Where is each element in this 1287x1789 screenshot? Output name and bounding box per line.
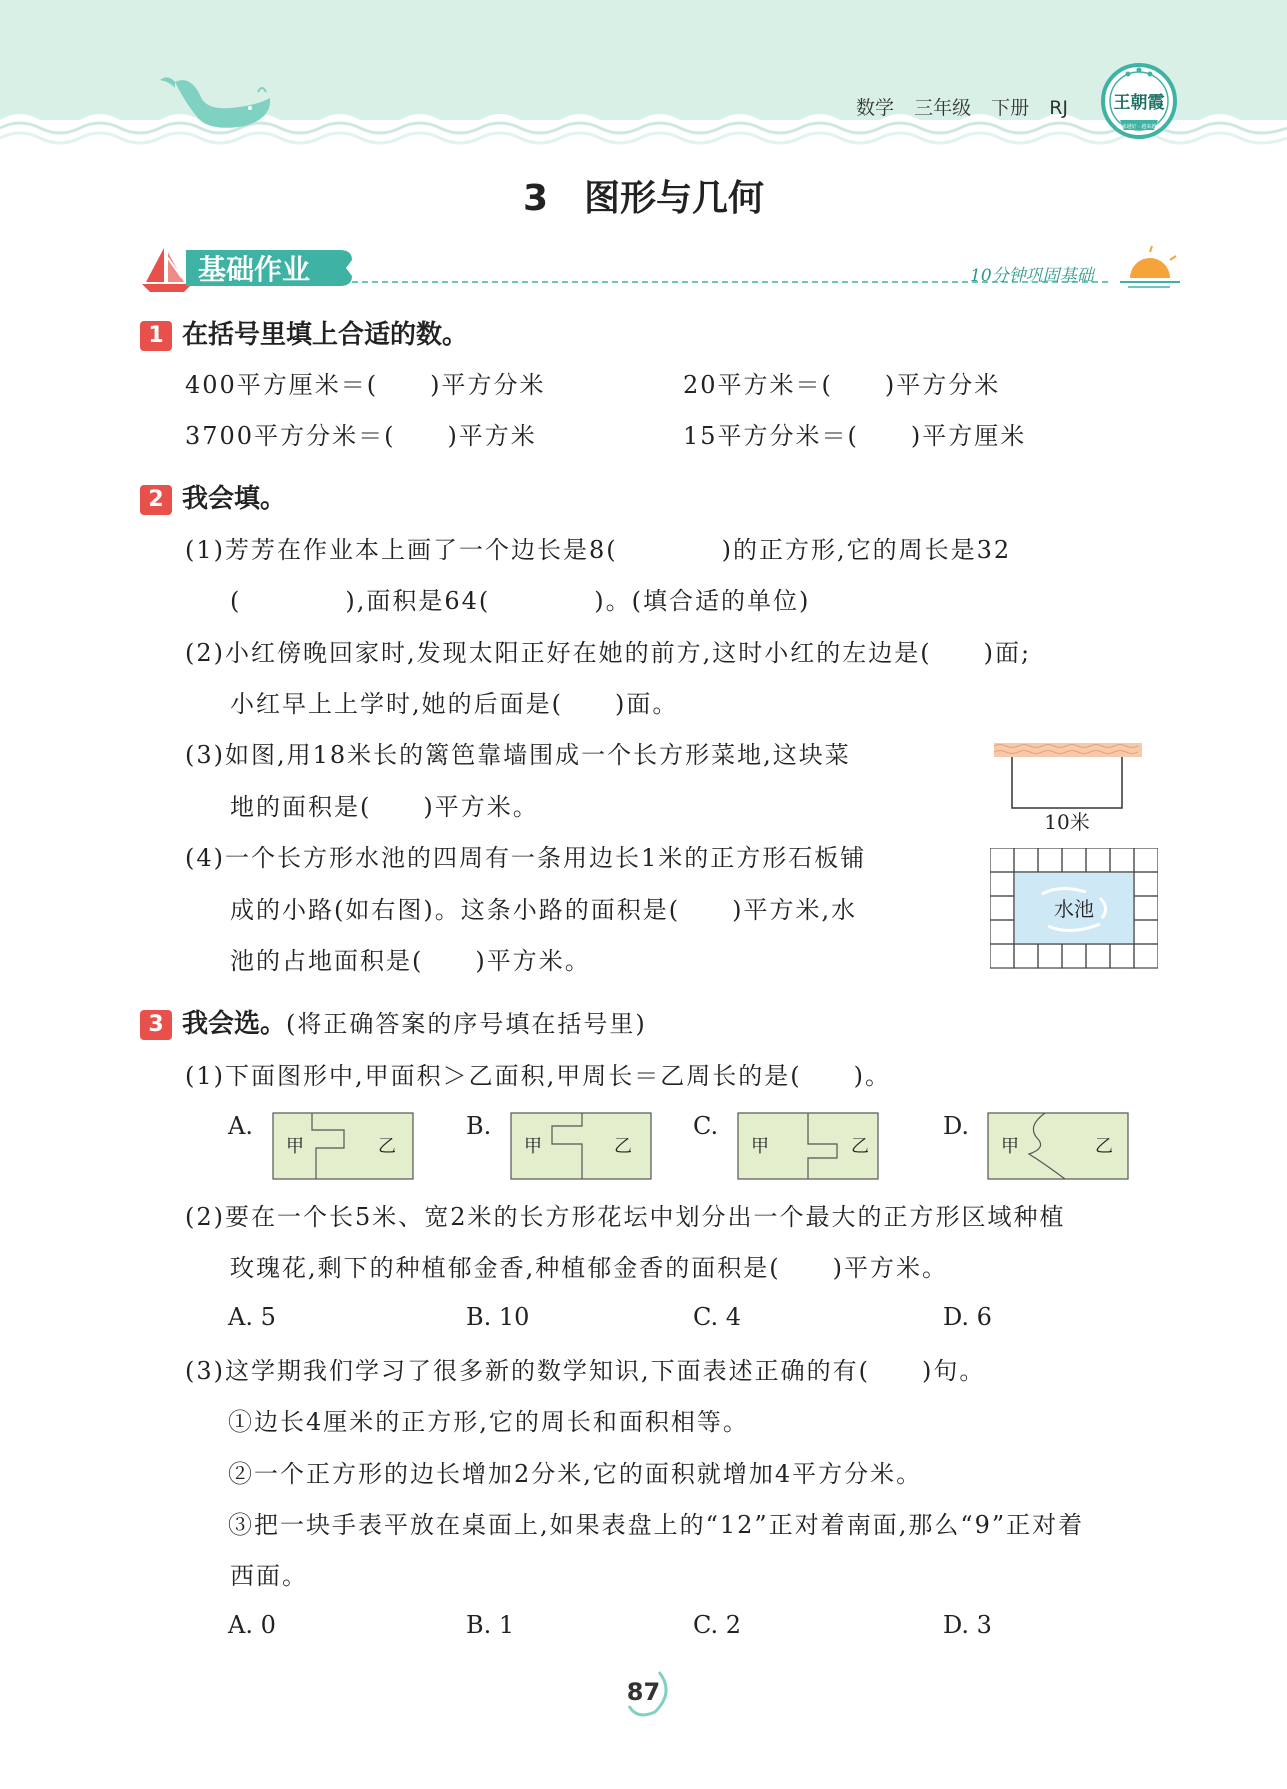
q1-heading	[140, 318, 468, 352]
stone-tile	[1038, 848, 1062, 872]
sunset-icon	[1120, 246, 1180, 287]
shape-a	[272, 1112, 414, 1180]
q3-part2-line: (2)要在一个长5米、宽2米的长方形花坛中划分出一个最大的正方形区域种植	[185, 1203, 1066, 1231]
stone-tile	[990, 920, 1014, 944]
fence	[1012, 757, 1122, 808]
stone-tile	[1014, 848, 1038, 872]
banner-label: 基础作业	[198, 253, 311, 286]
shape-c	[737, 1112, 879, 1180]
q3-number-badge: 3	[140, 1010, 172, 1040]
stone-tile	[990, 848, 1014, 872]
q1-number-badge: 1	[140, 321, 172, 351]
page-number: 87	[626, 1678, 661, 1706]
svg-text:甲: 甲	[1001, 1136, 1019, 1157]
q2-line: (3)如图,用18米长的篱笆靠墙围成一个长方形菜地,这块菜	[185, 741, 851, 769]
sailboat-icon	[142, 248, 192, 292]
svg-text:甲: 甲	[751, 1136, 769, 1157]
q2-heading	[140, 482, 286, 516]
q2-line: ( ),面积是64( )。(填合适的单位)	[230, 587, 811, 615]
svg-text:乙: 乙	[614, 1136, 632, 1157]
stone-tile	[1134, 872, 1158, 896]
q3-part2-line: 玫瑰花,剩下的种植郁金香,种植郁金香的面积是( )平方米。	[230, 1254, 948, 1282]
q1-item: 15平方分米＝( )平方厘米	[683, 422, 1027, 450]
stone-tile	[1110, 944, 1134, 968]
stone-tile	[1062, 944, 1086, 968]
shape-d	[987, 1112, 1129, 1180]
fence-length-label: 10米	[1044, 810, 1090, 834]
shape-b	[510, 1112, 652, 1180]
page-title: 3 图形与几何	[522, 178, 765, 219]
q3-p2-option: A. 5	[228, 1303, 276, 1331]
fence-figure	[990, 740, 1145, 835]
q3-p3-option: D. 3	[943, 1611, 992, 1639]
svg-text:乙: 乙	[1095, 1136, 1113, 1157]
q3-p2-option: D. 6	[943, 1303, 992, 1331]
brand-logo-seal	[1100, 62, 1178, 140]
svg-text:乙: 乙	[851, 1136, 869, 1157]
q3-p3-option: A. 0	[228, 1611, 276, 1639]
stone-tile	[990, 896, 1014, 920]
q3-part3-line: (3)这学期我们学习了很多新的数学知识,下面表述正确的有( )句。	[185, 1357, 986, 1385]
q2-line: 成的小路(如右图)。这条小路的面积是( )平方米,水	[230, 896, 858, 924]
q3-title: 我会选。	[182, 1009, 287, 1039]
stone-tile	[1134, 944, 1158, 968]
q2-line: 地的面积是( )平方米。	[230, 793, 539, 821]
q3-statement: ③把一块手表平放在桌面上,如果表盘上的“12”正对着南面,那么“9”正对着	[228, 1511, 1085, 1539]
q3-statement: ①边长4厘米的正方形,它的周长和面积相等。	[228, 1408, 749, 1436]
q2-line: (1)芳芳在作业本上画了一个边长是8( )的正方形,它的周长是32	[185, 536, 1012, 564]
stone-tile	[1086, 944, 1110, 968]
q2-title: 我会填。	[182, 484, 287, 514]
q3-p1-option-a: A.	[228, 1112, 253, 1140]
q2-number-badge: 2	[140, 485, 172, 515]
svg-text:甲: 甲	[286, 1136, 304, 1157]
header-info	[856, 93, 1068, 120]
q2-line: (4)一个长方形水池的四周有一条用边长1米的正方形石板铺	[185, 844, 867, 872]
stone-tile	[1038, 944, 1062, 968]
q3-p2-option: C. 4	[693, 1303, 742, 1331]
stone-tile	[1134, 896, 1158, 920]
q3-p3-option: B. 1	[466, 1611, 515, 1639]
svg-text:王朝霞: 王朝霞	[1113, 93, 1165, 113]
q2-line: 小红早上上学时,她的后面是( )面。	[230, 690, 679, 718]
brand-logo	[1100, 62, 1178, 140]
grade-label: 三年级	[914, 97, 972, 119]
svg-text:越来越好 · 越来越棒: 越来越好 · 越来越棒	[1116, 124, 1162, 130]
pool-label: 水池	[1054, 897, 1094, 921]
q3-p1-option-d: D.	[943, 1112, 970, 1140]
stone-tile	[990, 872, 1014, 896]
q2-line: 池的占地面积是( )平方米。	[230, 947, 591, 975]
banner-right-text: 10分钟巩固基础	[970, 266, 1094, 286]
stone-tile	[1134, 920, 1158, 944]
q3-statement: ②一个正方形的边长增加2分米,它的面积就增加4平方分米。	[228, 1460, 923, 1488]
q1-item: 3700平方分米＝( )平方米	[185, 422, 537, 450]
volume-label: 下册	[991, 97, 1030, 119]
q1-item: 400平方厘米＝( )平方分米	[185, 371, 546, 399]
subject-label: 数学	[856, 97, 895, 119]
q3-p1-option-b: B.	[466, 1112, 492, 1140]
q3-p3-option: C. 2	[693, 1611, 742, 1639]
q3-title-note: (将正确答案的序号填在括号里)	[286, 1010, 647, 1038]
pool-figure	[990, 848, 1158, 970]
stone-tile	[1086, 848, 1110, 872]
header-background	[0, 0, 1287, 160]
stone-tile	[1134, 848, 1158, 872]
q3-heading	[140, 1007, 647, 1041]
q3-statement: 西面。	[230, 1562, 308, 1590]
svg-text:甲: 甲	[524, 1136, 542, 1157]
q3-part1: (1)下面图形中,甲面积＞乙面积,甲周长＝乙周长的是( )。	[185, 1062, 891, 1090]
stone-tile	[1014, 944, 1038, 968]
svg-text:乙: 乙	[378, 1136, 396, 1157]
stone-tile	[1110, 848, 1134, 872]
q3-p2-option: B. 10	[466, 1303, 530, 1331]
stone-tile	[990, 944, 1014, 968]
q3-p1-option-c: C.	[693, 1112, 719, 1140]
stone-tile	[1062, 848, 1086, 872]
q1-item: 20平方米＝( )平方分米	[683, 371, 1001, 399]
q1-title: 在括号里填上合适的数。	[182, 320, 469, 350]
q2-line: (2)小红傍晚回家时,发现太阳正好在她的前方,这时小红的左边是( )面;	[185, 639, 1032, 667]
edition-label: RJ	[1049, 97, 1068, 119]
